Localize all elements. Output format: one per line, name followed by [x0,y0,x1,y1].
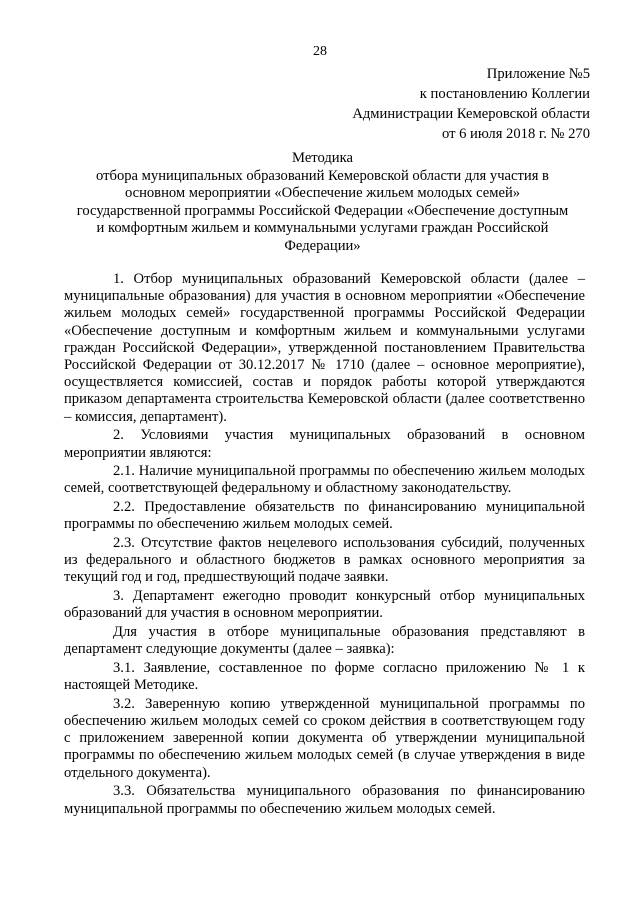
paragraph-3-3: 3.3. Обязательства муниципального образования по финансированию муниципальной программы по обеспечению жильем молодых семей. [64,783,585,817]
paragraph-1: 1. Отбор муниципальных образований Кемеровской области (далее – муниципальные образования) для участия в основном мероприятии «Обеспечение жильем молодых семей» государственной программы Российской Федерации «Обеспечение доступным и комфортным жильем и коммунальными услугами граждан Российской Федерации», утвержденной постановлением Правительства Российской Федерации от 30.12.2017 № 1710 (далее – основное мероприятие), осуществляется комиссией, состав и порядок работы которой утверждаются приказом департамента строительства Кемеровской области (далее соответственно – комиссия, департамент). [64,271,585,425]
title-line: Методика [292,150,353,166]
title-line: и комфортным жильем и коммунальными услугами граждан Российской [96,220,549,236]
title-line: отбора муниципальных образований Кемеровской области для участия в [96,167,549,184]
paragraph-3-2: 3.2. Заверенную копию утвержденной муниципальной программы по обеспечению жильем молодых семей со сроком действия в соответствующем году с приложением заверенной копии документа об утверждении муниципальной программы по обеспечению жильем молодых семей (в случае утверждения в виде отдельного документа). [64,695,585,781]
appendix-line: от 6 июля 2018 г. № 270 [441,126,590,142]
title-line: основном мероприятии «Обеспечение жильем молодых семей» [124,185,521,201]
paragraph-2-2: 2.2. Предоставление обязательств по финансированию муниципальной программы по обеспечению жильем молодых семей. [64,499,585,533]
appendix-line: Администрации Кемеровской области [352,106,590,122]
paragraph-2-3: 2.3. Отсутствие фактов нецелевого использования субсидий, полученных из федерального и областного бюджетов в рамках основного мероприятия за текущий год и год, предшествующий подаче заявки. [64,535,585,586]
appendix-line: Приложение №5 [486,66,590,82]
paragraph-3-intro: Для участия в отборе муниципальные образования представляют в департамент следующие документы (далее – заявка): [64,624,585,658]
appendix-line: к постановлению Коллегии [419,86,590,102]
document-body [64,271,585,819]
appendix-header [352,64,590,144]
paragraph-3: 3. Департамент ежегодно проводит конкурсный отбор муниципальных образований для участия в основном мероприятии. [64,588,585,622]
title-line: Федерации» [284,237,361,254]
document-title [60,150,585,255]
paragraph-3-1: 3.1. Заявление, составленное по форме согласно приложению № 1 к настоящей Методике. [64,659,585,694]
page-number: 28 [313,44,327,59]
title-line: государственной программы Российской Федерации «Обеспечение доступным [76,202,569,219]
paragraph-2: 2. Условиями участия муниципальных образований в основном мероприятии являются: [64,427,585,461]
paragraph-2-1: 2.1. Наличие муниципальной программы по обеспечению жильем молодых семей, соответствующей федеральному и областному законодательству. [64,463,585,497]
